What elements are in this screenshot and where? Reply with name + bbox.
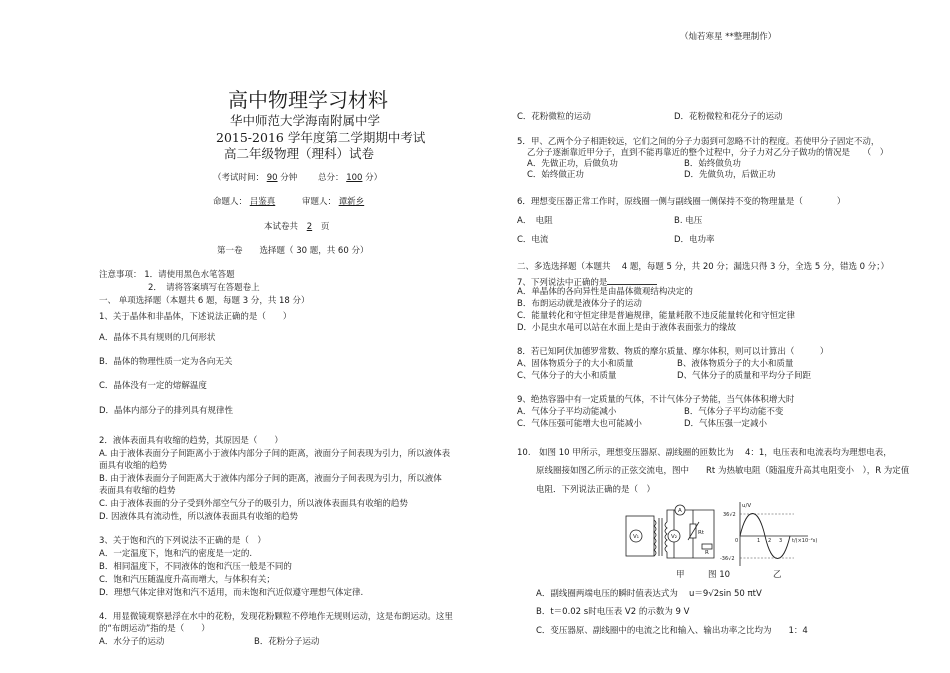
- q3-option-b: B．相同温度下，不同液体的饱和汽压一般是不同的: [99, 562, 292, 572]
- subject-name: 高二年级物理（理科）试卷: [224, 146, 375, 161]
- part-heading: 第一卷 选择题（ 30 题，共 60 分）: [217, 246, 369, 256]
- label-ammeter: A: [678, 508, 682, 514]
- question-10-line-2: 原线圈接如图乙所示的正弦交流电，图中 Rt 为热敏电阻（随温度升高其电阻变小 ），R 为定值: [536, 466, 910, 476]
- waveform-plot: [720, 502, 817, 566]
- q2-option-a-1: A. 由于液体表面分子间距离小于液体内部分子间的距离，液面分子间表现为引力，所以液体表: [99, 449, 451, 459]
- q5-option-c: C．始终做正功: [527, 170, 584, 180]
- label-rt: Rt: [698, 530, 704, 536]
- q8-option-d: D、气体分子的质量和平均分子间距: [677, 371, 812, 381]
- q3-option-a: A．一定温度下，饱和汽的密度是一定的.: [99, 549, 253, 559]
- q10-option-a: A．副线圈两端电压的瞬时值表达式为 u＝9√2sin 50 πtV: [536, 589, 762, 599]
- q2-option-c: C. 由于液体表面的分子受到外部空气分子的吸引力，所以液体表面具有收缩的趋势: [99, 499, 408, 509]
- q2-option-a-2: 面具有收缩的趋势: [99, 461, 168, 471]
- reviewer-name: 谭新乡: [338, 197, 365, 207]
- q8-option-c: C、气体分子的大小和质量: [517, 371, 617, 381]
- author-name: 吕鉴真: [249, 197, 276, 207]
- x-tick-3: 3: [779, 538, 783, 544]
- watermark-note: （灿若寒星 **整理制作）: [680, 32, 777, 42]
- q5-option-b: B．始终做负功: [684, 159, 741, 169]
- section-2-heading: 二、多选选择题（本题共 4 题，每题 5 分，共 20 分；漏选只得 3 分，全选 5 分，错选 0 分；）: [517, 262, 890, 272]
- q4-option-d: D．花粉微粒和花分子的运动: [674, 112, 783, 122]
- q1-option-c: C．晶体没有一定的熔解温度: [99, 381, 207, 391]
- x-tick-2: 2: [768, 538, 772, 544]
- question-10-line-3: 电阻．下列说法正确的是（ ）: [536, 485, 656, 495]
- q9-option-c: C．气体压强可能增大也可能减小: [517, 419, 642, 429]
- q9-option-a: A．气体分子平均动能减小: [517, 407, 617, 417]
- question-10-line-1: 10. 如图 10 甲所示，理想变压器原、副线圈的匝数比为 4：1，电压表和电流表均为理想电表，: [517, 448, 892, 458]
- question-7: 7、下列说法中正确的是: [517, 275, 657, 289]
- school-name: 华中师范大学海南附属中学: [230, 113, 381, 128]
- q2-option-b-1: B. 由于液体表面分子间距离大于液体内部分子间的距离，液面分子间表现为引力，所以液体: [99, 474, 442, 484]
- question-8: 8．若已知阿伏加德罗常数、物质的摩尔质量、摩尔体积，则可以计算出（ ）: [517, 347, 829, 357]
- q1-option-b: B．晶体的物理性质一定为各向无关: [99, 357, 233, 367]
- answer-blank: [607, 275, 657, 285]
- time-value: 90: [266, 173, 278, 183]
- exam-name: 2015-2016 学年度第二学期期中考试: [216, 130, 426, 145]
- q3-option-d: D．理想气体定律对饱和汽不适用，而未饱和汽近似遵守理想气体定律.: [99, 588, 364, 598]
- figure-label-jia: 甲: [676, 570, 685, 580]
- q6-option-c: C．电流: [517, 235, 549, 245]
- q8-option-a: A、固体物质分子的大小和质量: [517, 359, 634, 369]
- q4-option-a: A．水分子的运动: [99, 637, 165, 647]
- label-v1: V₁: [633, 534, 639, 540]
- x-tick-1: 1: [757, 538, 761, 544]
- question-1: 1、关于晶体和非晶体，下述说法正确的是（ ）: [99, 312, 292, 322]
- q6-option-d: D．电功率: [674, 235, 715, 245]
- page-count: 本试卷共 2 页: [264, 222, 330, 232]
- q2-option-b-2: 表面具有收缩的趋势: [99, 486, 176, 496]
- y-tick-bottom: -36√2: [720, 556, 735, 562]
- secondary-coil: [665, 522, 667, 552]
- q9-option-b: B．气体分子平均动能不变: [684, 407, 784, 417]
- question-2: 2．液体表面具有收缩的趋势，其原因是（ ）: [99, 436, 283, 446]
- q10-option-b: B．t＝0.02 s时电压表 V2 的示数为 9 V: [536, 607, 690, 617]
- q5-option-a: A．先做正功，后做负功: [527, 159, 618, 169]
- label-v2: V₂: [671, 534, 677, 540]
- q6-option-a: A． 电阻: [517, 216, 553, 226]
- question-4-line-1: 4．用显微镜观察悬浮在水中的花粉，发现花粉颗粒不停地作无规则运动，这是布朗运动。这里: [99, 612, 453, 622]
- page-title: 高中物理学习材料: [228, 88, 388, 112]
- q10-option-c: C．变压器原、副线圈中的电流之比和输入、输出功率之比均为 1：4: [536, 626, 808, 636]
- q9-option-d: D．气体压强一定减小: [684, 419, 768, 429]
- x-axis-label: t/(×10⁻²s): [792, 538, 818, 544]
- question-6: 6．理想变压器正常工作时，原线圈一侧与副线圈一侧保持不变的物理量是（ ）: [517, 197, 846, 207]
- question-5-line-2: 乙分子逐渐靠近甲分子，直到不能再靠近的整个过程中，分子力对乙分子做功的情况是 （ ）: [527, 148, 889, 158]
- q4-option-c: C．花粉微粒的运动: [517, 112, 591, 122]
- q2-option-d: D. 因液体具有流动性，所以液体表面具有收缩的趋势: [99, 512, 298, 522]
- notice-1: 注意事项： 1．请使用黑色水笔答题: [99, 270, 235, 280]
- q7-option-a: A．单晶体的各向异性是由晶体微观结构决定的: [517, 287, 693, 297]
- figure-number: 图 10: [708, 570, 731, 580]
- exam-time-score: （考试时间： 90 分钟 总分： 100 分）: [213, 173, 383, 183]
- q7-option-c: C．能量转化和守恒定律是普遍规律，能量耗散不违反能量转化和守恒定律: [517, 311, 795, 321]
- q7-option-d: D．小昆虫水黾可以站在水面上是由于液体表面张力的缘故: [517, 323, 737, 333]
- score-value: 100: [346, 173, 363, 183]
- origin-label: 0: [735, 538, 739, 544]
- resistor-r: [702, 544, 712, 549]
- q7-option-b: B．布朗运动就是液体分子的运动: [517, 299, 642, 309]
- figure-label-yi: 乙: [773, 570, 782, 580]
- y-axis-label: u/V: [742, 503, 752, 509]
- question-3: 3、关于饱和汽的下列说法不正确的是（ ）: [99, 536, 266, 546]
- q4-option-b: B．花粉分子运动: [254, 637, 320, 647]
- q8-option-b: B、液体物质分子的大小和质量: [677, 359, 794, 369]
- label-r: R: [705, 550, 709, 556]
- q1-option-a: A．晶体不具有规则的几何形状: [99, 333, 216, 343]
- primary-coil: [654, 520, 656, 556]
- authors-line: 命题人： 吕鉴真 审题人： 谭新乡: [213, 197, 365, 207]
- q5-option-d: D．先做负功，后做正功: [684, 170, 776, 180]
- y-tick-top: 36√2: [723, 512, 736, 518]
- section-1-heading: 一、 单项选择题（本题共 6 题，每题 3 分，共 18 分）: [99, 296, 310, 306]
- figure-10: [622, 500, 832, 568]
- question-4-line-2: 的“布朗运动”指的是（ ）: [99, 624, 210, 634]
- question-5-line-1: 5．甲、乙两个分子相距较远，它们之间的分子力弱到可忽略不计的程度。若使甲分子固定不动，: [517, 137, 880, 147]
- question-9: 9、绝热容器中有一定质量的气体，不计气体分子势能，当气体体积增大时: [517, 395, 795, 405]
- notice-2: 2． 请将答案填写在答题卷上: [148, 283, 260, 293]
- q1-option-d: D．晶体内部分子的排列具有规律性: [99, 406, 234, 416]
- q6-option-b: B. 电压: [674, 216, 703, 226]
- q3-option-c: C．饱和汽压随温度升高而增大，与体积有关；: [99, 575, 275, 585]
